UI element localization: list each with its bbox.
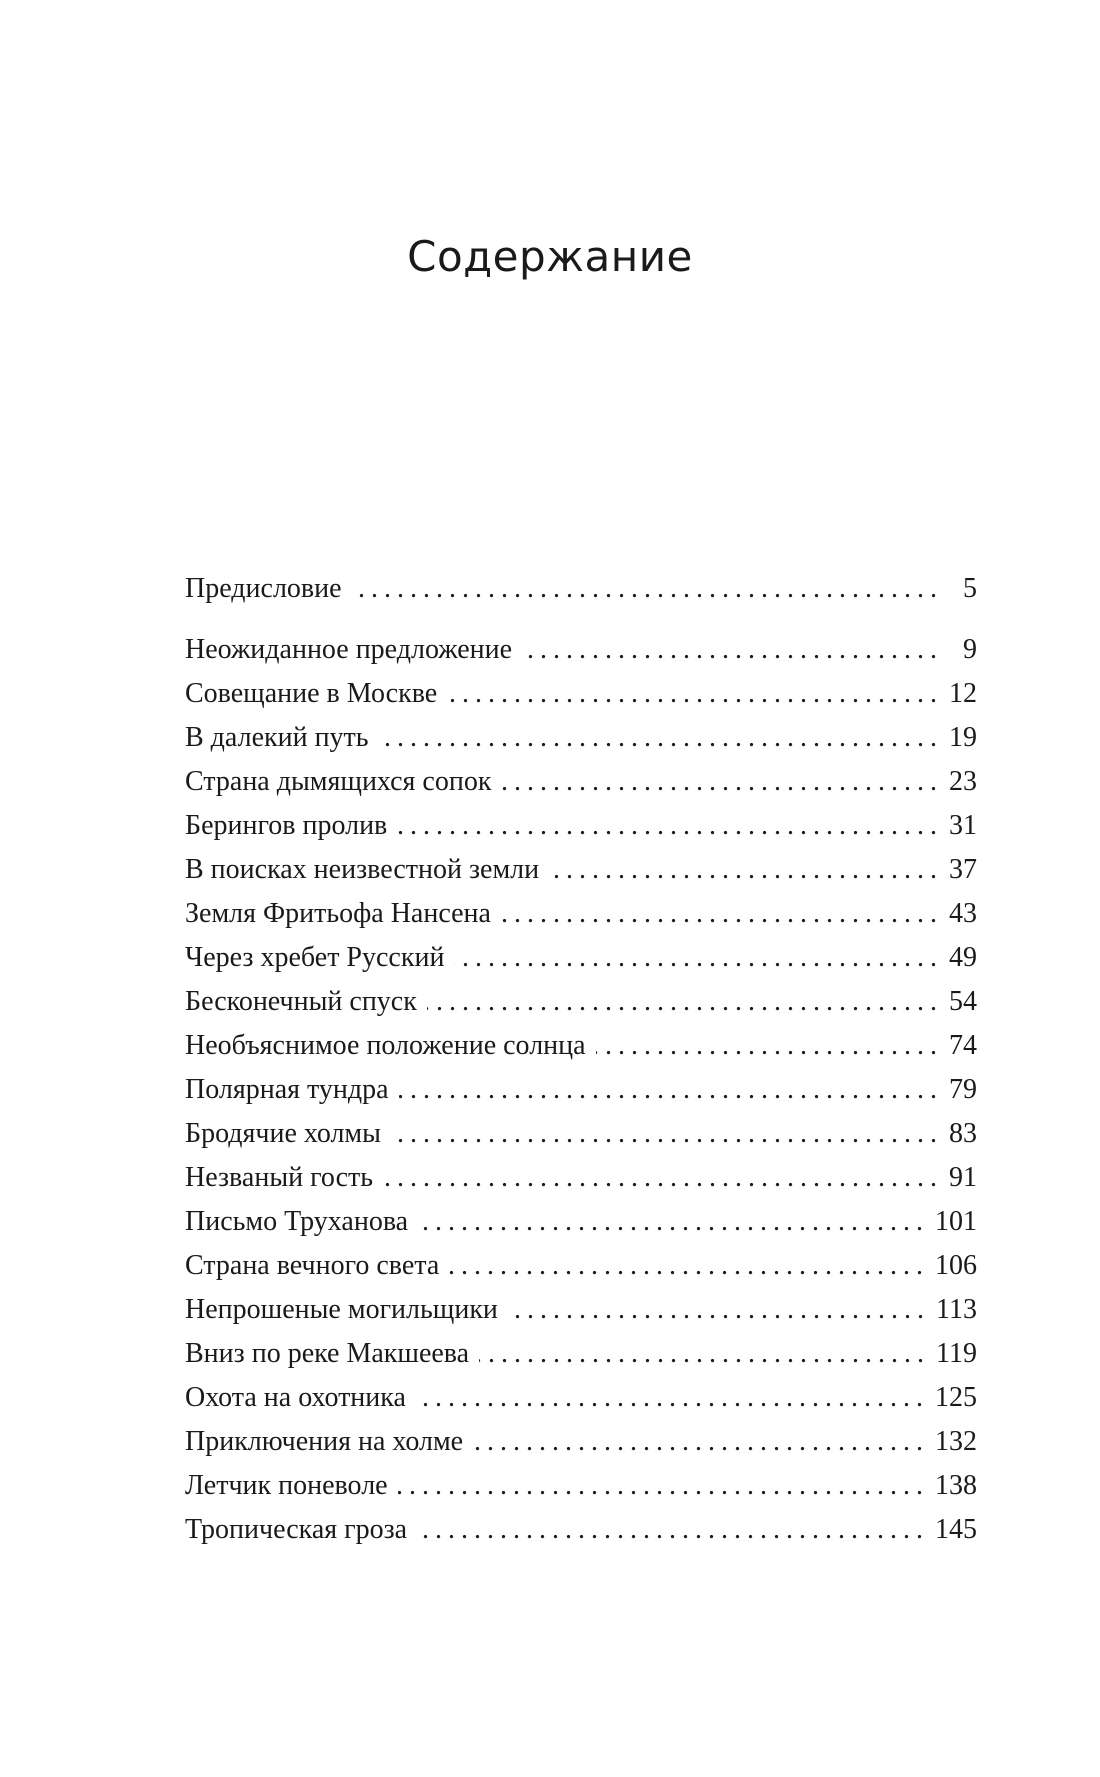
toc-entry-title: Письмо Труханова [185, 1206, 409, 1237]
toc-dot-leader [397, 804, 943, 848]
toc-entry-title: Приключения на холме [185, 1426, 464, 1457]
toc-dot-leader [473, 1420, 929, 1464]
toc-entry-title: Полярная тундра [185, 1074, 389, 1105]
toc-dot-leader [449, 1244, 929, 1288]
toc-entry-page: 113 [936, 1294, 977, 1325]
toc-entry-title: Бесконечный спуск [185, 986, 417, 1017]
toc-entry-title: Берингов пролив [185, 810, 388, 841]
toc-entry[interactable] [185, 1464, 977, 1508]
toc-entry-page: 12 [949, 678, 977, 709]
toc-dot-leader [418, 1200, 929, 1244]
toc-dot-leader [596, 1024, 943, 1068]
toc-entry[interactable] [185, 567, 977, 611]
toc-dot-leader [447, 672, 943, 716]
toc-entry-page: 145 [935, 1514, 977, 1545]
toc-entry[interactable] [185, 848, 977, 892]
toc-entry[interactable] [185, 716, 977, 760]
toc-entry-page: 125 [935, 1382, 977, 1413]
toc-entry-title: Вниз по реке Макшеева [185, 1338, 470, 1369]
toc-entry[interactable] [185, 892, 977, 936]
page-title: Содержание [407, 232, 693, 281]
toc-entry-page: 101 [935, 1206, 977, 1237]
toc-entry[interactable] [185, 980, 977, 1024]
toc-entry[interactable] [185, 1112, 977, 1156]
toc-dot-leader [454, 936, 943, 980]
toc-dot-leader [399, 1068, 943, 1112]
toc-entry-title: Предисловие [185, 573, 342, 604]
toc-entry-page: 138 [935, 1470, 977, 1501]
toc-entry[interactable] [185, 936, 977, 980]
toc-entry[interactable] [185, 1288, 977, 1332]
toc-dot-leader [391, 1112, 943, 1156]
toc-entry[interactable] [185, 672, 977, 716]
toc-dot-leader [508, 1288, 930, 1332]
toc-entry-page: 23 [949, 766, 977, 797]
toc-entry[interactable] [185, 628, 977, 672]
toc-entry-title: Неожиданное предложение [185, 634, 513, 665]
toc-dot-leader [479, 1332, 930, 1376]
toc-entry-title: Земля Фритьофа Нансена [185, 898, 491, 929]
toc-entry-title: Бродячие холмы [185, 1118, 381, 1149]
toc-entry-page: 91 [949, 1162, 977, 1193]
toc-entry[interactable] [185, 1200, 977, 1244]
toc-dot-leader [383, 1156, 943, 1200]
toc-entry-page: 37 [949, 854, 977, 885]
toc-entry-page: 79 [949, 1074, 977, 1105]
toc-entry-title: Страна дымящихся сопок [185, 766, 492, 797]
toc-entry-page: 106 [935, 1250, 977, 1281]
toc-entry[interactable] [185, 1024, 977, 1068]
toc-entry[interactable] [185, 1508, 977, 1552]
toc-entry-title: Охота на охотника [185, 1382, 406, 1413]
toc-entry-page: 9 [963, 634, 977, 665]
toc-dot-leader [398, 1464, 929, 1508]
toc-entry[interactable] [185, 1420, 977, 1464]
toc-entry-page: 49 [949, 942, 977, 973]
toc-dot-leader [522, 628, 943, 672]
toc-entry[interactable] [185, 1376, 977, 1420]
toc-entry[interactable] [185, 1156, 977, 1200]
toc-entry-title: Незваный гость [185, 1162, 374, 1193]
toc-entry-title: В поисках неизвестной земли [185, 854, 540, 885]
toc-entry-title: Совещание в Москве [185, 678, 438, 709]
table-of-contents [185, 567, 977, 1552]
toc-dot-leader [427, 980, 943, 1024]
toc-entry-page: 119 [936, 1338, 977, 1369]
toc-dot-leader [416, 1376, 929, 1420]
toc-entry-page: 5 [963, 573, 977, 604]
toc-entry-page: 31 [949, 810, 977, 841]
toc-entry-title: Летчик поневоле [185, 1470, 388, 1501]
toc-entry-page: 74 [949, 1030, 977, 1061]
toc-entry-title: В далекий путь [185, 722, 369, 753]
toc-entry-page: 19 [949, 722, 977, 753]
toc-entry-title: Непрошеные могильщики [185, 1294, 498, 1325]
toc-dot-leader [352, 567, 943, 611]
toc-entry-page: 54 [949, 986, 977, 1017]
toc-dot-leader [501, 892, 943, 936]
toc-dot-leader [549, 848, 943, 892]
toc-entry[interactable] [185, 1068, 977, 1112]
toc-entry-title: Через хребет Русский [185, 942, 445, 973]
toc-entry-title: Страна вечного света [185, 1250, 440, 1281]
toc-dot-leader [379, 716, 943, 760]
toc-entry-title: Необъяснимое положение солнца [185, 1030, 586, 1061]
toc-entry-page: 43 [949, 898, 977, 929]
toc-entry-title: Тропическая гроза [185, 1514, 408, 1545]
toc-entry[interactable] [185, 1244, 977, 1288]
toc-entry[interactable] [185, 804, 977, 848]
toc-dot-leader [417, 1508, 929, 1552]
toc-dot-leader [501, 760, 943, 804]
toc-entry-page: 83 [949, 1118, 977, 1149]
toc-entry[interactable] [185, 1332, 977, 1376]
toc-entry-page: 132 [935, 1426, 977, 1457]
toc-entry[interactable] [185, 760, 977, 804]
